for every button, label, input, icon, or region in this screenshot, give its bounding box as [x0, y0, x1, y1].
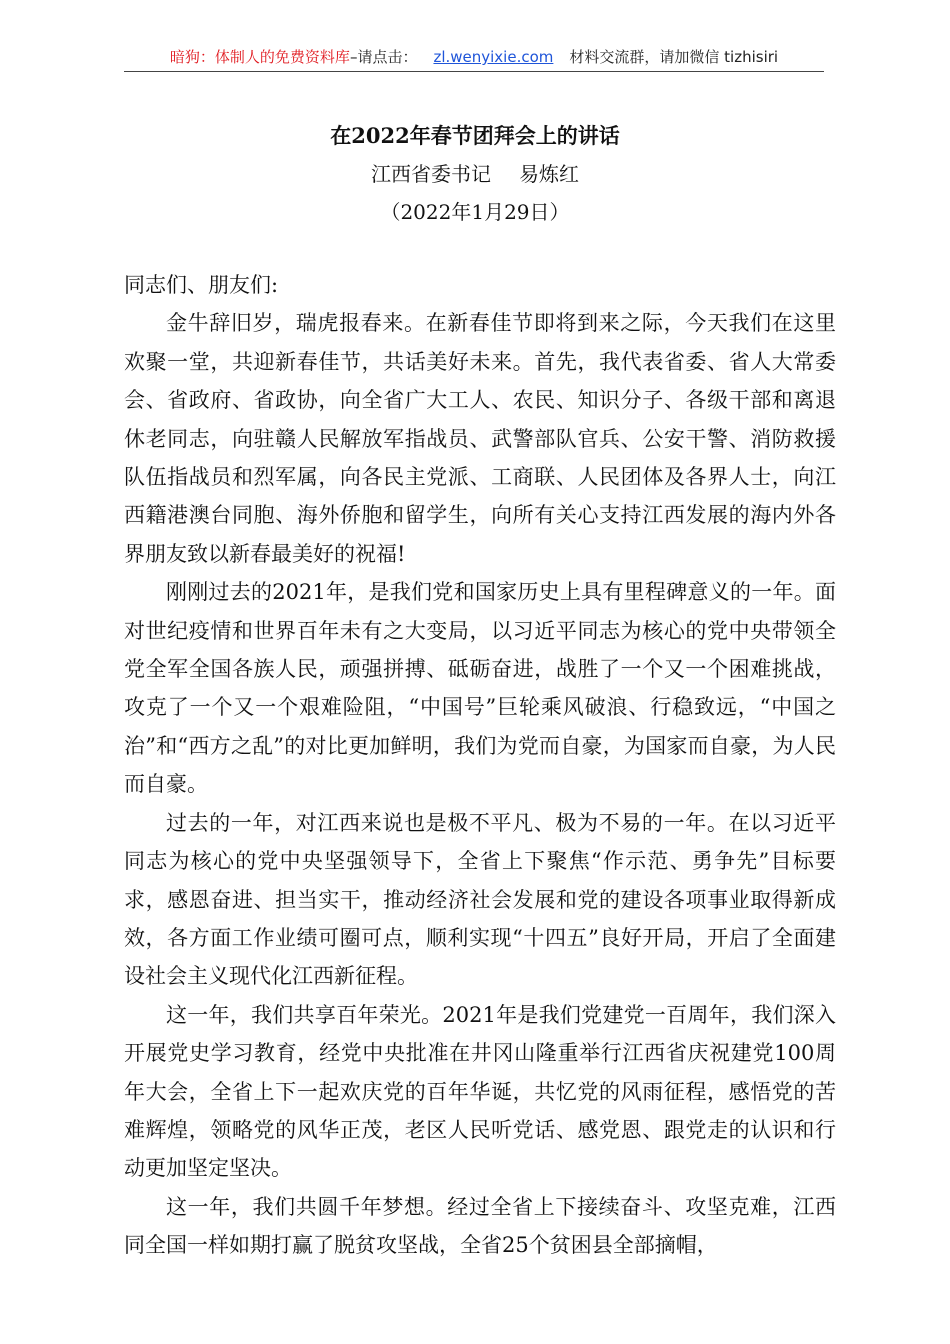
paragraph: 刚刚过去的2021年，是我们党和国家历史上具有里程碑意义的一年。面对世纪疫情和世界百年未有之大变局，以习近平同志为核心的党中央带领全党全军全国各族人民，顽强拼搏、砥砺奋进，战胜了一个又一个困难挑战，攻克了一个又一个艰难险阻，“中国号”巨轮乘风破浪、行稳致远，“中国之治”和“西方之乱”的对比更加鲜明，我们为党而自豪，为国家而自豪，为人民而自豪。 — [124, 580, 836, 797]
author-position: 江西省委书记 — [371, 162, 491, 186]
document-title: 在2022年春节团拜会上的讲话 — [330, 123, 620, 148]
salutation: 同志们、朋友们: — [124, 273, 279, 297]
header-link[interactable]: zl.wenyixie.com — [433, 48, 554, 66]
paragraph: 这一年，我们共享百年荣光。2021年是我们党建党一百周年，我们深入开展党史学习教育，经党中央批准在井冈山隆重举行江西省庆祝建党100周年大会，全省上下一起欢庆党的百年华诞，共忆党的风雨征程，感悟党的苦难辉煌，领略党的风华正茂，老区人民听党话、感党恩、跟党走的认识和行动更加坚定坚决。 — [124, 1002, 836, 1181]
header-brand: 暗狗：体制人的免费资料库 — [169, 48, 350, 66]
document-body — [124, 266, 836, 1265]
header-wechat-note: 材料交流群，请加微信 tizhisiri — [569, 48, 779, 66]
page-header — [124, 44, 824, 70]
paragraph: 金牛辞旧岁，瑞虎报春来。在新春佳节即将到来之际，今天我们在这里欢聚一堂，共迎新春佳节，共话美好未来。首先，我代表省委、省人大常委会、省政府、省政协，向全省广大工人、农民、知识分子、各级干部和离退休老同志，向驻赣人民解放军指战员、武警部队官兵、公安干警、消防救援队伍指战员和烈军属，向各民主党派、工商联、人民团体及各界人士，向江西籍港澳台同胞、海外侨胞和留学生，向所有关心支持江西发展的海内外各界朋友致以新春最美好的祝福! — [124, 311, 836, 566]
header-prompt: –请点击： — [349, 48, 418, 66]
document-date: （2022年1月29日） — [380, 200, 570, 224]
paragraph: 过去的一年，对江西来说也是极不平凡、极为不易的一年。在以习近平同志为核心的党中央坚强领导下，全省上下聚焦“作示范、勇争先”目标要求，感恩奋进、担当实干，推动经济社会发展和党的建设各项事业取得新成效，各方面工作业绩可圈可点，顺利实现“十四五”良好开局，开启了全面建设社会主义现代化江西新征程。 — [124, 810, 836, 989]
paragraph: 这一年，我们共圆千年梦想。经过全省上下接续奋斗、攻坚克难，江西同全国一样如期打赢了脱贫攻坚战，全省25个贫困县全部摘帽， — [124, 1194, 836, 1258]
author-name: 易炼红 — [519, 162, 579, 186]
document-byline — [0, 158, 950, 190]
header-divider — [124, 71, 824, 72]
